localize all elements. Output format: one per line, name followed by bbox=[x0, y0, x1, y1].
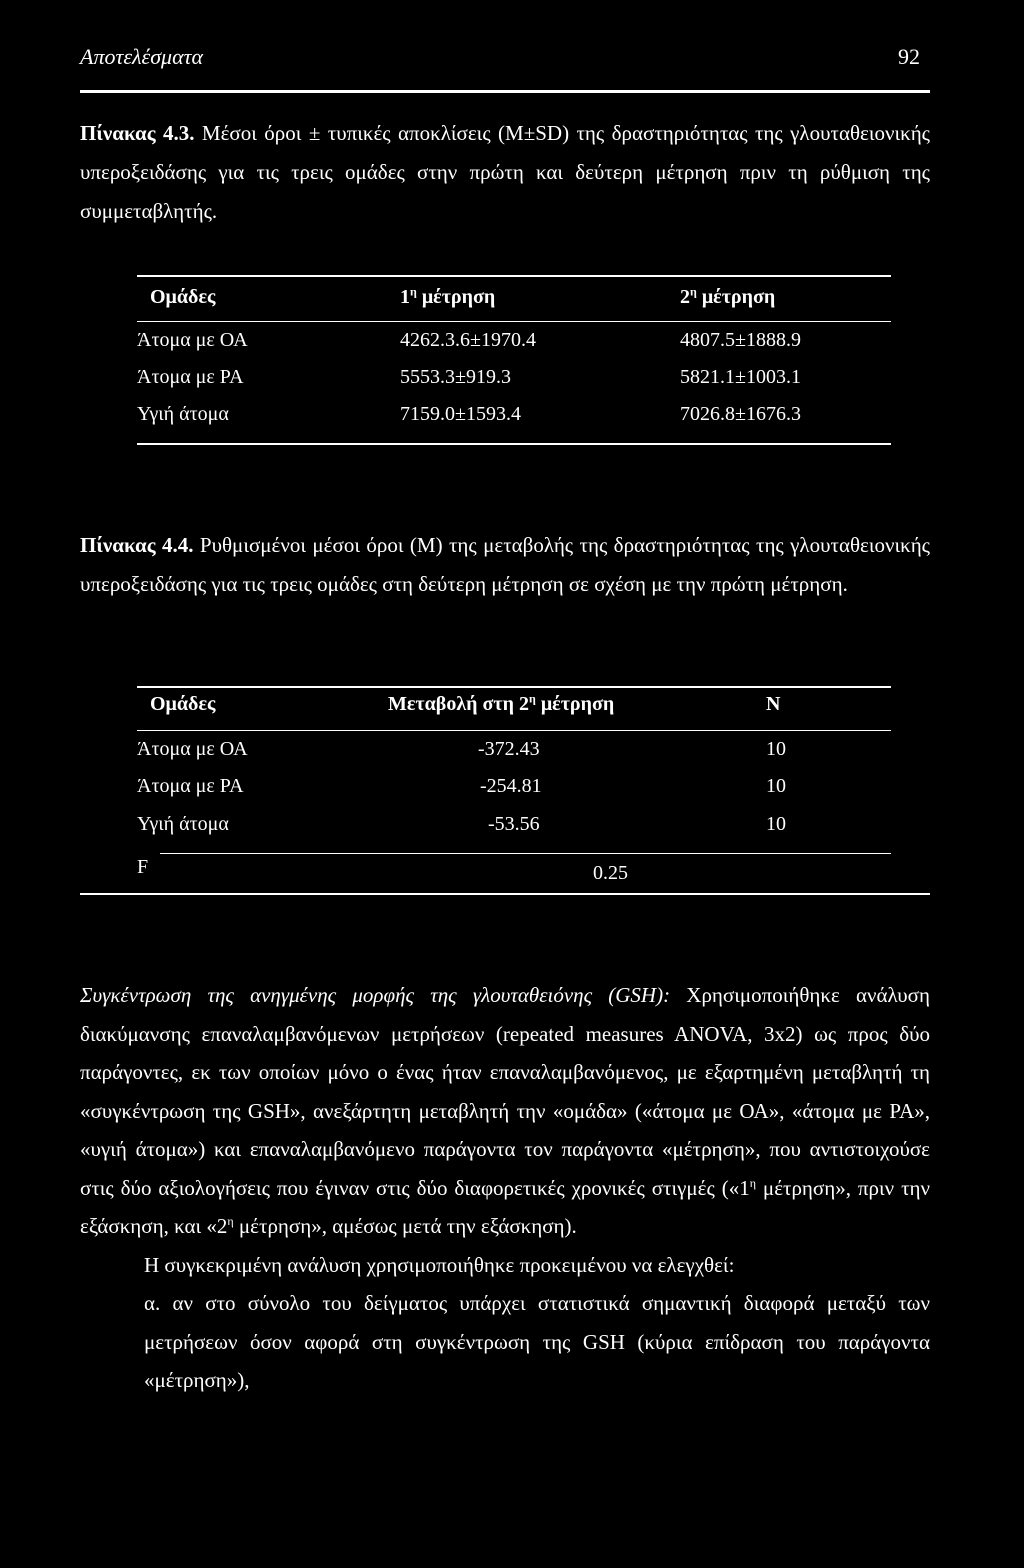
table-4-4-header-groups: Ομάδες bbox=[150, 693, 216, 715]
table-4-4-f-value: 0.25 bbox=[593, 862, 628, 884]
table-4-3-caption-text: Μέσοι όροι ± τυπικές αποκλίσεις (M±SD) της δραστηριότητας της γλουταθειονικής υπεροξειδάσης για τις τρεις ομάδες στην πρώτη και δεύτερη μέτρηση πριν τη ρύθμιση της συμμεταβλητής. bbox=[80, 121, 930, 223]
table-4-4-row-3-change: -53.56 bbox=[488, 813, 540, 835]
table-4-4-top-rule bbox=[137, 686, 891, 688]
table-4-4-row-1-change: -372.43 bbox=[478, 738, 540, 760]
running-header-title: Αποτελέσματα bbox=[80, 44, 204, 69]
body-text bbox=[80, 976, 930, 1400]
table-4-4-header-n: N bbox=[766, 693, 781, 715]
table-4-3-caption bbox=[80, 114, 930, 231]
table-4-4-label: Πίνακας 4.4. bbox=[80, 533, 194, 557]
table-4-4-f-label: F bbox=[137, 856, 149, 878]
table-4-3-row-2-second: 5821.1±1003.1 bbox=[680, 366, 801, 388]
table-4-3-top-rule bbox=[137, 275, 891, 277]
page-number: 92 bbox=[898, 44, 920, 69]
table-4-4-row-3-n: 10 bbox=[766, 813, 786, 835]
table-4-3-row-1-second: 4807.5±1888.9 bbox=[680, 329, 801, 351]
table-4-3-row-1-group: Άτομα με ΟΑ bbox=[137, 329, 248, 351]
table-4-3-row-3-group: Υγιή άτομα bbox=[137, 403, 229, 425]
body-paragraph-1: Συγκέντρωση της ανηγμένης μορφής της γλουταθειόνης (GSH): Χρησιμοποιήθηκε ανάλυση διακύμανσης επαναλαμβανόμενων μετρήσεων (repeated measures ANOVA, 3x2) ως προς δύο παράγοντες, εκ των οποίων μόνο ο ένας ήταν επαναλαμβανόμενος, με εξαρτημένη μεταβλητή τη «συγκέντρωση της GSH», ανεξάρτητη μεταβλητή την «ομάδα» («άτομα με ΟΑ», «άτομα με PA», «υγιή άτομα») και επαναλαμβανόμενο παράγοντα τον παράγοντα «μέτρηση», που αντιστοιχούσε στις δύο αξιολογήσεις που έγιναν στις δύο διαφορετικές χρονικές στιγμές («$1^\eta$ μέτρηση», πριν την εξάσκηση, και «$2^\eta$ μέτρηση», αμέσως μετά την εξάσκηση). bbox=[80, 983, 930, 1238]
table-4-4-f-rule bbox=[160, 853, 891, 854]
table-4-4-row-2-group: Άτομα με PA bbox=[137, 775, 244, 797]
table-4-4-row-1-n: 10 bbox=[766, 738, 786, 760]
table-4-4-caption-text: Ρυθμισμένοι μέσοι όροι (M) της μεταβολής της δραστηριότητας της γλουταθειονικής υπεροξειδάσης για τις τρεις ομάδες στη δεύτερη μέτρηση σε σχέση με την πρώτη μέτρηση. bbox=[80, 533, 931, 596]
table-4-3-row-3-first: 7159.0±1593.4 bbox=[400, 403, 521, 425]
table-4-4-bottom-rule bbox=[80, 893, 930, 895]
table-4-3-header-second: $2^\eta$ μέτρηση bbox=[680, 284, 776, 308]
body-paragraph-3: α. αν στο σύνολο του δείγματος υπάρχει στατιστικά σημαντική διαφορά μεταξύ των μετρήσεων όσον αφορά στη συγκέντρωση της GSH (κύρια επίδραση του παράγοντα «μέτρηση»), bbox=[144, 1291, 930, 1392]
table-4-3-label: Πίνακας 4.3. bbox=[80, 121, 195, 145]
body-paragraph-2: Η συγκεκριμένη ανάλυση χρησιμοποιήθηκε προκειμένου να ελεγχθεί: bbox=[144, 1252, 735, 1277]
table-4-3-header-first: $1^\eta$ μέτρηση bbox=[400, 284, 496, 308]
table-4-4-caption bbox=[80, 526, 930, 604]
table-4-3-row-1-first: 4262.3.6±1970.4 bbox=[400, 329, 536, 351]
table-4-3-row-2-first: 5553.3±919.3 bbox=[400, 366, 511, 388]
table-4-4-header-rule bbox=[137, 730, 891, 731]
table-4-3-bottom-rule bbox=[137, 443, 891, 445]
table-4-3-row-3-second: 7026.8±1676.3 bbox=[680, 403, 801, 425]
table-4-3-header-rule bbox=[137, 321, 891, 322]
table-4-4-row-2-n: 10 bbox=[766, 775, 786, 797]
table-4-4-row-2-change: -254.81 bbox=[480, 775, 542, 797]
header-divider bbox=[80, 90, 930, 93]
table-4-3-row-2-group: Άτομα με PA bbox=[137, 366, 244, 388]
table-4-4-row-3-group: Υγιή άτομα bbox=[137, 813, 229, 835]
section-heading-gsh: Συγκέντρωση της ανηγμένης μορφής της γλουταθειόνης (GSH): bbox=[80, 983, 671, 1007]
table-4-4-row-1-group: Άτομα με ΟΑ bbox=[137, 738, 248, 760]
table-4-3-header-groups: Ομάδες bbox=[150, 286, 216, 308]
table-4-4-header-change: Μεταβολή στη $2^\eta$ μέτρηση bbox=[388, 691, 615, 715]
